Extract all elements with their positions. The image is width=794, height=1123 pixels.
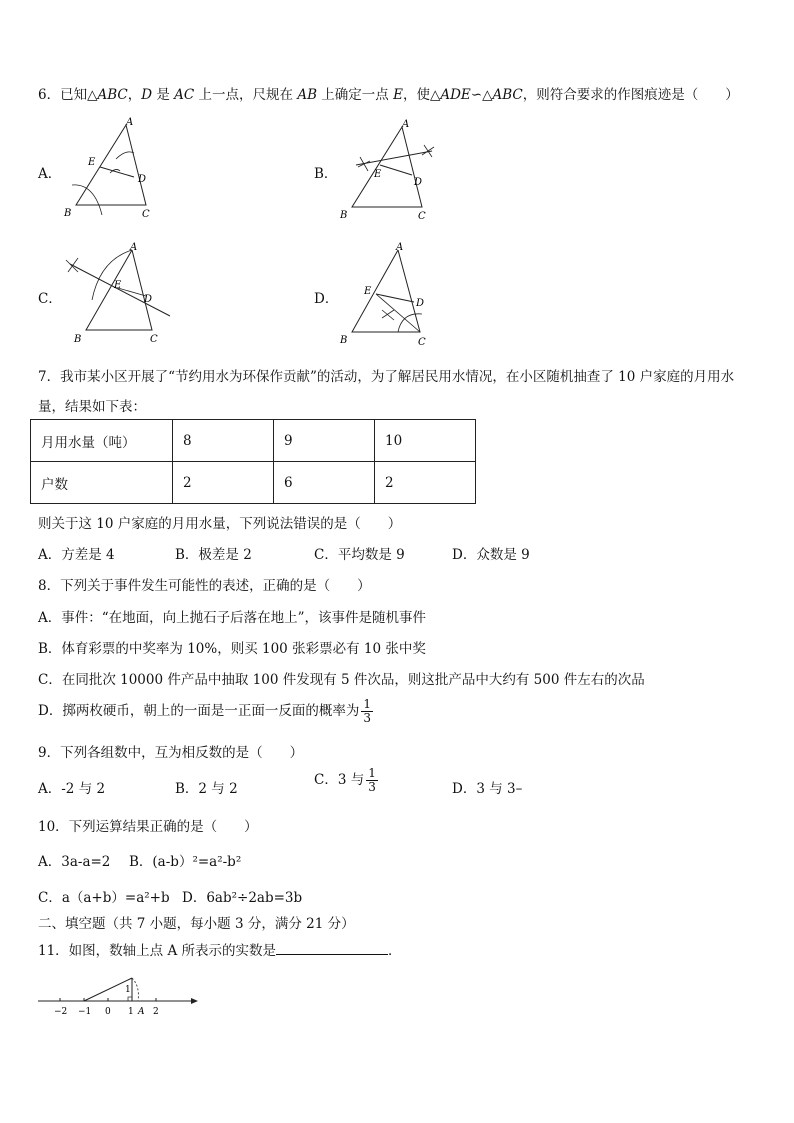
fraction: $\frac{1}{3}$ <box>363 697 371 725</box>
q10-option-c[interactable]: C．a（a+b）=a²+b <box>38 890 170 906</box>
q11-number-line <box>36 968 204 1020</box>
q7-option-c[interactable]: C．平均数是 9 <box>314 547 405 563</box>
svg-text:B: B <box>340 210 348 221</box>
q8-option-b[interactable]: B．体育彩票的中奖率为 10%，则买 100 张彩票必有 10 张中奖 <box>38 641 426 657</box>
svg-text:−1: −1 <box>78 1007 92 1017</box>
svg-text:B: B <box>340 335 348 346</box>
svg-text:A: A <box>130 242 138 253</box>
q10-stem: 10．下列运算结果正确的是（ ） <box>38 819 258 835</box>
q7-option-d[interactable]: D．众数是 9 <box>452 547 530 563</box>
label-d: D <box>138 174 147 185</box>
q6-figure-d <box>336 240 446 350</box>
q6-option-d[interactable]: D． <box>314 291 339 307</box>
svg-text:E: E <box>374 169 382 180</box>
point-a-label: A <box>138 1007 145 1017</box>
svg-text:C: C <box>150 334 158 345</box>
q11-stem: 11．如图，数轴上点 A 所表示的实数是 ． <box>38 943 402 959</box>
svg-text:−2: −2 <box>54 1007 68 1017</box>
q6-figure-a <box>60 115 160 223</box>
svg-text:C: C <box>418 337 426 348</box>
table-row: 户数 2 6 2 <box>31 462 476 504</box>
svg-text:A: A <box>402 119 410 130</box>
svg-text:A: A <box>396 242 404 253</box>
q6-option-c[interactable]: C． <box>38 291 62 307</box>
q6-figure-b <box>336 115 446 225</box>
svg-text:0: 0 <box>105 1007 111 1017</box>
q9-option-c[interactable]: C．3 与 $\frac{1}{3}$ <box>314 766 376 794</box>
label-e: E <box>88 157 96 168</box>
q10-option-b[interactable]: B．(a-b）²=a²-b² <box>129 854 242 870</box>
q6-option-a[interactable]: A． <box>38 166 62 182</box>
svg-text:1: 1 <box>125 985 131 995</box>
q10-option-a[interactable]: A．3a-a=2 <box>38 854 111 870</box>
label-c: C <box>142 209 150 220</box>
label-a: A <box>126 117 134 128</box>
svg-text:1: 1 <box>128 1007 134 1017</box>
q10-option-d[interactable]: D．6ab²÷2ab=3b <box>182 890 303 906</box>
svg-text:D: D <box>416 298 425 309</box>
svg-text:E: E <box>114 280 122 291</box>
table-row: 月用水量（吨） 8 9 10 <box>31 420 476 462</box>
answer-blank[interactable] <box>276 942 388 955</box>
q6-figure-c <box>60 240 170 350</box>
q9-option-b[interactable]: B．2 与 2 <box>175 781 238 797</box>
q6-option-b[interactable]: B． <box>314 166 338 182</box>
svg-text:2: 2 <box>153 1007 159 1017</box>
q8-option-d[interactable]: D．掷两枚硬币，朝上的一面是一正面一反面的概率为 $\frac{1}{3}$ <box>38 697 371 725</box>
svg-text:C: C <box>418 211 426 222</box>
q7-question: 则关于这 10 户家庭的月用水量，下列说法错误的是（ ） <box>38 516 402 532</box>
svg-text:D: D <box>414 177 423 188</box>
q9-option-a[interactable]: A．-2 与 2 <box>38 781 106 797</box>
q7-table <box>30 419 476 504</box>
svg-text:B: B <box>74 334 82 345</box>
svg-text:E: E <box>364 286 372 297</box>
q8-option-c[interactable]: C．在同批次 10000 件产品中抽取 100 件发现有 5 件次品，则这批产品中大约有 500 件左右的次品 <box>38 672 645 688</box>
q7-stem-line1: 7．我市某小区开展了“节约用水为环保作贡献”的活动，为了解居民用水情况，在小区随机抽查了 10 户家庭的月用水 <box>38 369 735 385</box>
q8-stem: 8．下列关于事件发生可能性的表述，正确的是（ ） <box>38 578 371 594</box>
q7-option-b[interactable]: B．极差是 2 <box>175 547 252 563</box>
label-b: B <box>64 208 72 219</box>
q8-option-a[interactable]: A．事件：“在地面，向上抛石子后落在地上”，该事件是随机事件 <box>38 610 427 626</box>
q9-stem: 9．下列各组数中，互为相反数的是（ ） <box>38 745 304 761</box>
q7-option-a[interactable]: A．方差是 4 <box>38 547 115 563</box>
q6-stem: 6．已知△ABC，D 是 AC 上一点，尺规在 AB 上确定一点 E，使△ADE∽△ABC，则符合要求的作图痕迹是（ ） <box>38 87 739 103</box>
fraction: $\frac{1}{3}$ <box>368 766 376 794</box>
section-heading: 二、填空题（共 7 小题，每小题 3 分，满分 21 分） <box>38 916 355 932</box>
svg-text:D: D <box>144 294 153 305</box>
q7-stem-line2: 量，结果如下表： <box>38 399 146 415</box>
q9-option-d[interactable]: D．3 与 3– <box>452 781 523 797</box>
